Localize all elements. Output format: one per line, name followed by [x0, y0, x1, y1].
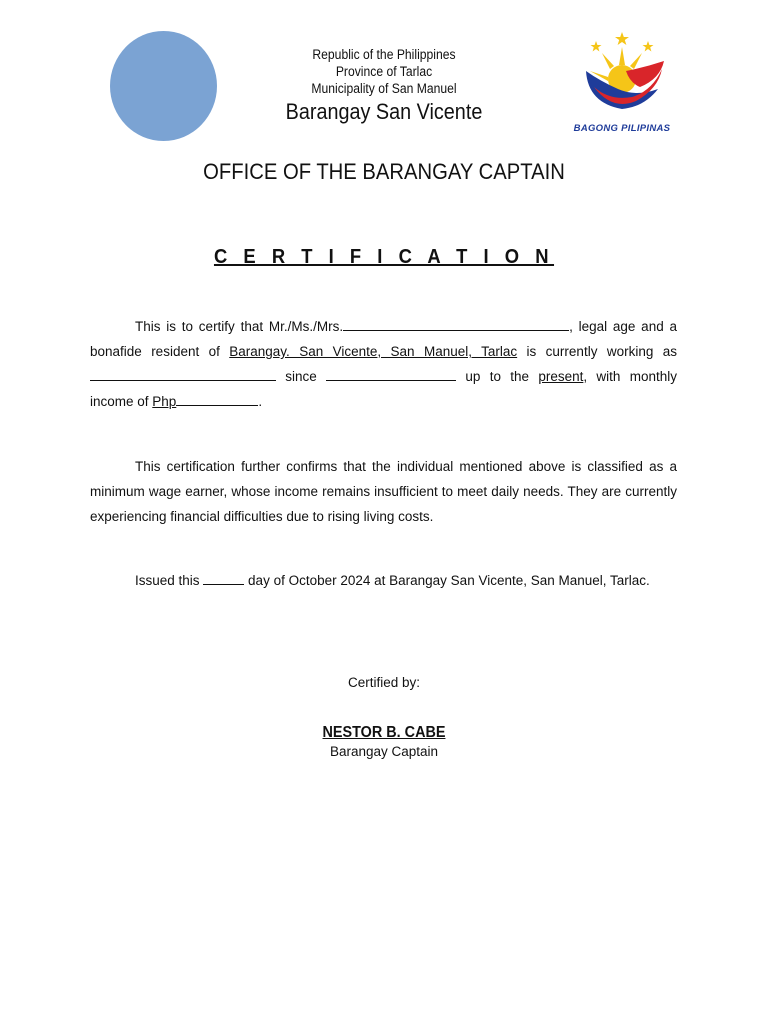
barangay-name: Barangay San Vicente: [285, 99, 483, 124]
certified-by-label: Certified by:: [347, 675, 421, 690]
captain-name: NESTOR B. CABE: [322, 724, 446, 741]
bagong-pilipinas-logo: [566, 31, 678, 137]
income-text: , with monthly income of: [90, 369, 677, 409]
paragraph-issued: [90, 568, 677, 593]
since-text: since: [276, 369, 327, 384]
day-blank-field[interactable]: [203, 571, 244, 585]
sun-flag-icon: [566, 31, 678, 123]
certify-text: This is to certify that Mr./Ms./Mrs.: [135, 319, 344, 334]
name-blank-field[interactable]: [343, 317, 569, 331]
address-text: Barangay. San Vicente, San Manuel, Tarlac: [229, 344, 518, 359]
income-blank-field[interactable]: [176, 392, 258, 406]
present-text: present: [538, 369, 584, 384]
office-title: OFFICE OF THE BARANGAY CAPTAIN: [203, 159, 565, 184]
resident-text: , legal age and a bonafide resident of: [90, 319, 677, 359]
upto-text: up to the: [456, 369, 539, 384]
php-text: Php: [152, 394, 177, 409]
certification-title: C E R T I F I C A T I O N: [213, 246, 555, 268]
occupation-blank-field[interactable]: [90, 367, 276, 381]
municipality-line: Municipality of San Manuel: [311, 81, 457, 96]
issued-text: Issued this: [135, 573, 204, 588]
paragraph-certify: [90, 314, 677, 414]
period-text: .: [258, 394, 263, 409]
working-text: is currently working as: [517, 344, 677, 359]
province-line: Province of Tarlac: [335, 64, 433, 79]
paragraph-confirmation: This certification further confirms that the individual mentioned above is classified as a minimum wage earner, whose income remains insufficient to meet daily needs. They are currently experiencing financial difficulties due to rising living costs.: [90, 459, 677, 524]
captain-title: Barangay Captain: [329, 744, 439, 759]
country-line: Republic of the Philippines: [312, 47, 456, 62]
since-blank-field[interactable]: [326, 367, 456, 381]
issued-rest-text: day of October 2024 at Barangay San Vicente, San Manuel, Tarlac.: [244, 573, 650, 588]
bagong-pilipinas-text: BAGONG PILIPINAS: [573, 123, 671, 134]
